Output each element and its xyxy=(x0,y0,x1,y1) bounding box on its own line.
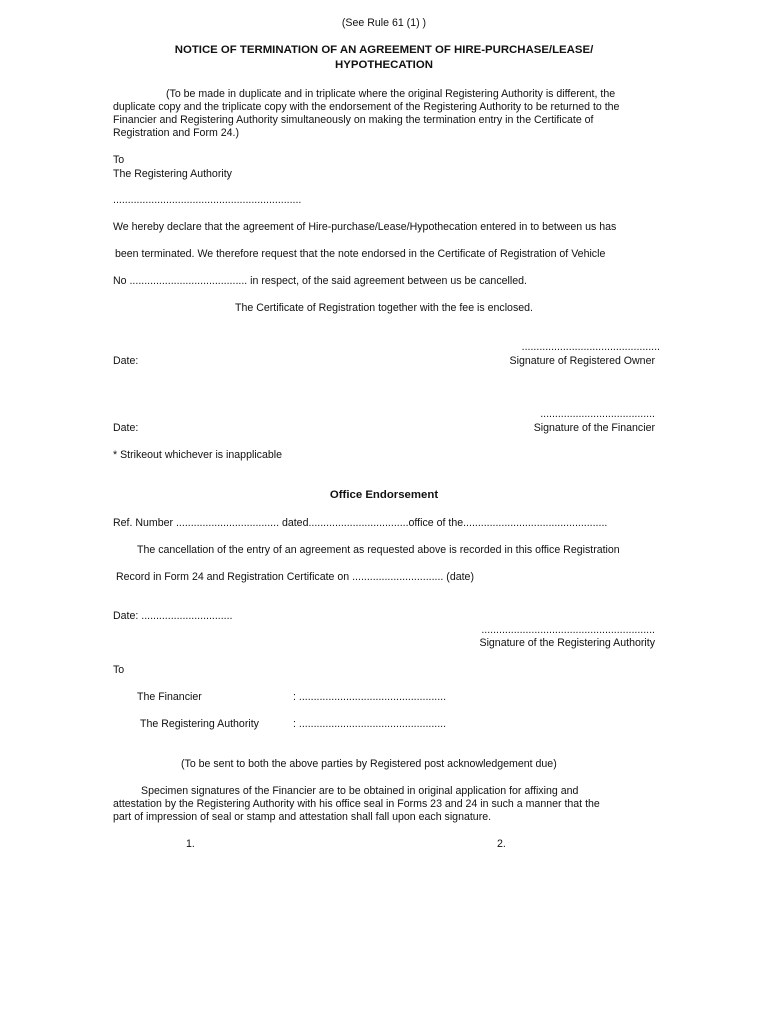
intro-line3: Financier and Registering Authority simultaneously on making the termination entry in the Certificate of xyxy=(113,114,594,126)
addressee-to: To xyxy=(113,154,125,166)
strikeout-note: * Strikeout whichever is inapplicable xyxy=(113,449,282,461)
signature-slot-2: 2. xyxy=(497,838,506,850)
signature-slot-1: 1. xyxy=(186,838,195,850)
recipient-authority-label: The Registering Authority xyxy=(140,718,259,730)
recipient-financier-label: The Financier xyxy=(137,691,202,703)
addressee-blank: ................................................................ xyxy=(113,194,302,206)
intro-line2: duplicate copy and the triplicate copy with the endorsement of the Registering Authority to be returned to the xyxy=(113,101,620,113)
office-cancel-line2: Record in Form 24 and Registration Certificate on ............................... (date) xyxy=(116,571,474,583)
document-title-line2: HYPOTHECATION xyxy=(335,59,433,71)
declaration-line4: The Certificate of Registration together with the fee is enclosed. xyxy=(235,302,533,314)
specimen-line1: Specimen signatures of the Financier are to be obtained in original application for affixing and xyxy=(141,785,579,797)
recipient-authority-value: : .................................................. xyxy=(293,718,447,730)
office-endorsement-heading: Office Endorsement xyxy=(329,489,439,501)
document-title-line1: NOTICE OF TERMINATION OF AN AGREEMENT OF HIRE-PURCHASE/LEASE/ xyxy=(174,44,594,56)
declaration-line2: been terminated. We therefore request that the note endorsed in the Certificate of Registration of Vehicle xyxy=(115,248,606,260)
intro-line1: (To be made in duplicate and in triplicate where the original Registering Authority is different, the xyxy=(166,88,616,100)
declaration-line3: No ........................................ in respect, of the said agreement between us be cancelled. xyxy=(113,275,527,287)
office-ref-line: Ref. Number ................................... dated..................................office of the................................................. xyxy=(113,517,608,529)
specimen-line2: attestation by the Registering Authority with his office seal in Forms 23 and 24 in such a manner that the xyxy=(113,798,600,810)
recipient-financier-value: : .................................................. xyxy=(293,691,447,703)
recipients-to: To xyxy=(113,664,125,676)
rule-reference: (See Rule 61 (1) ) xyxy=(341,17,427,29)
financier-signature-label: Signature of the Financier xyxy=(533,422,655,434)
office-signature-label: Signature of the Registering Authority xyxy=(479,637,655,649)
addressee-authority: The Registering Authority xyxy=(113,168,232,180)
office-signature-dots: ........................................................... xyxy=(481,624,655,636)
intro-line4: Registration and Form 24.) xyxy=(113,127,240,139)
financier-signature-dots: ....................................... xyxy=(540,408,655,420)
owner-date-label: Date: xyxy=(113,355,139,367)
post-note: (To be sent to both the above parties by Registered post acknowledgement due) xyxy=(181,758,557,770)
owner-signature-dots: ............................................... xyxy=(521,341,660,353)
office-date-line: Date: ............................... xyxy=(113,610,233,622)
owner-signature-label: Signature of Registered Owner xyxy=(509,355,655,367)
specimen-line3: part of impression of seal or stamp and attestation shall fall upon each signature. xyxy=(113,811,492,823)
office-cancel-line1: The cancellation of the entry of an agreement as requested above is recorded in this office Registration xyxy=(137,544,620,556)
declaration-line1: We hereby declare that the agreement of Hire-purchase/Lease/Hypothecation entered in to between us has xyxy=(113,221,617,233)
financier-date-label: Date: xyxy=(113,422,139,434)
